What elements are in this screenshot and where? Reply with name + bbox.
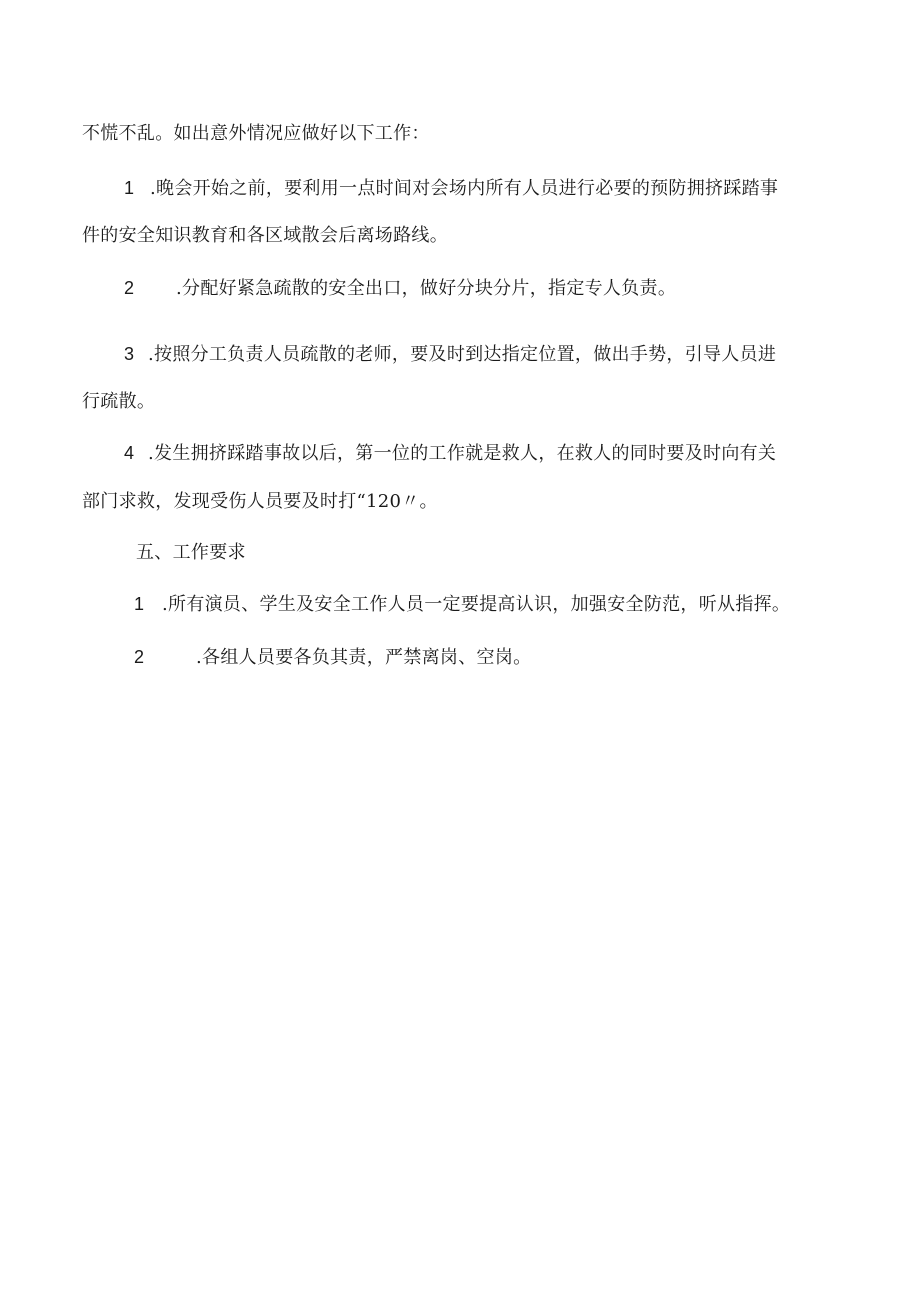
- item-number: 1: [134, 594, 145, 614]
- item-text: 件的安全知识教育和各区域散会后离场路线。: [82, 225, 448, 246]
- list-item-continuation: [82, 224, 448, 248]
- section-heading: [136, 541, 246, 565]
- item-text: 部门求救，发现受伤人员要及时打“120〃。: [82, 491, 438, 512]
- item-number: 4: [124, 443, 135, 463]
- list-item: [124, 176, 778, 201]
- intro-continuation: [82, 122, 430, 146]
- item-number: 1: [124, 178, 135, 198]
- item-text: 行疏散。: [82, 391, 156, 412]
- item-text: .各组人员要各负其责，严禁离岗、空岗。: [196, 647, 532, 668]
- list-item: [124, 276, 676, 301]
- item-text: .晚会开始之前，要利用一点时间对会场内所有人员进行必要的预防拥挤踩踏事: [150, 178, 779, 199]
- item-text: .按照分工负责人员疏散的老师，要及时到达指定位置，做出手势，引导人员进: [148, 344, 777, 365]
- item-text: .分配好紧急疏散的安全出口，做好分块分片，指定专人负责。: [176, 278, 677, 299]
- item-number: 2: [124, 278, 135, 298]
- list-item-continuation: [82, 490, 438, 514]
- item-text: .发生拥挤踩踏事故以后，第一位的工作就是救人，在救人的同时要及时向有关: [148, 443, 777, 464]
- item-number: 3: [124, 344, 135, 364]
- item-text: .所有演员、学生及安全工作人员一定要提高认识，加强安全防范，听从指挥。: [162, 594, 791, 615]
- requirement-item: [134, 645, 531, 670]
- list-item: [124, 441, 776, 466]
- item-number: 2: [134, 647, 145, 667]
- list-item-continuation: [82, 390, 155, 414]
- list-item: [124, 342, 776, 367]
- requirement-item: [134, 592, 790, 617]
- intro-text: 不慌不乱。如出意外情况应做好以下工作：: [82, 123, 430, 144]
- section-heading-text: 五、工作要求: [136, 542, 246, 563]
